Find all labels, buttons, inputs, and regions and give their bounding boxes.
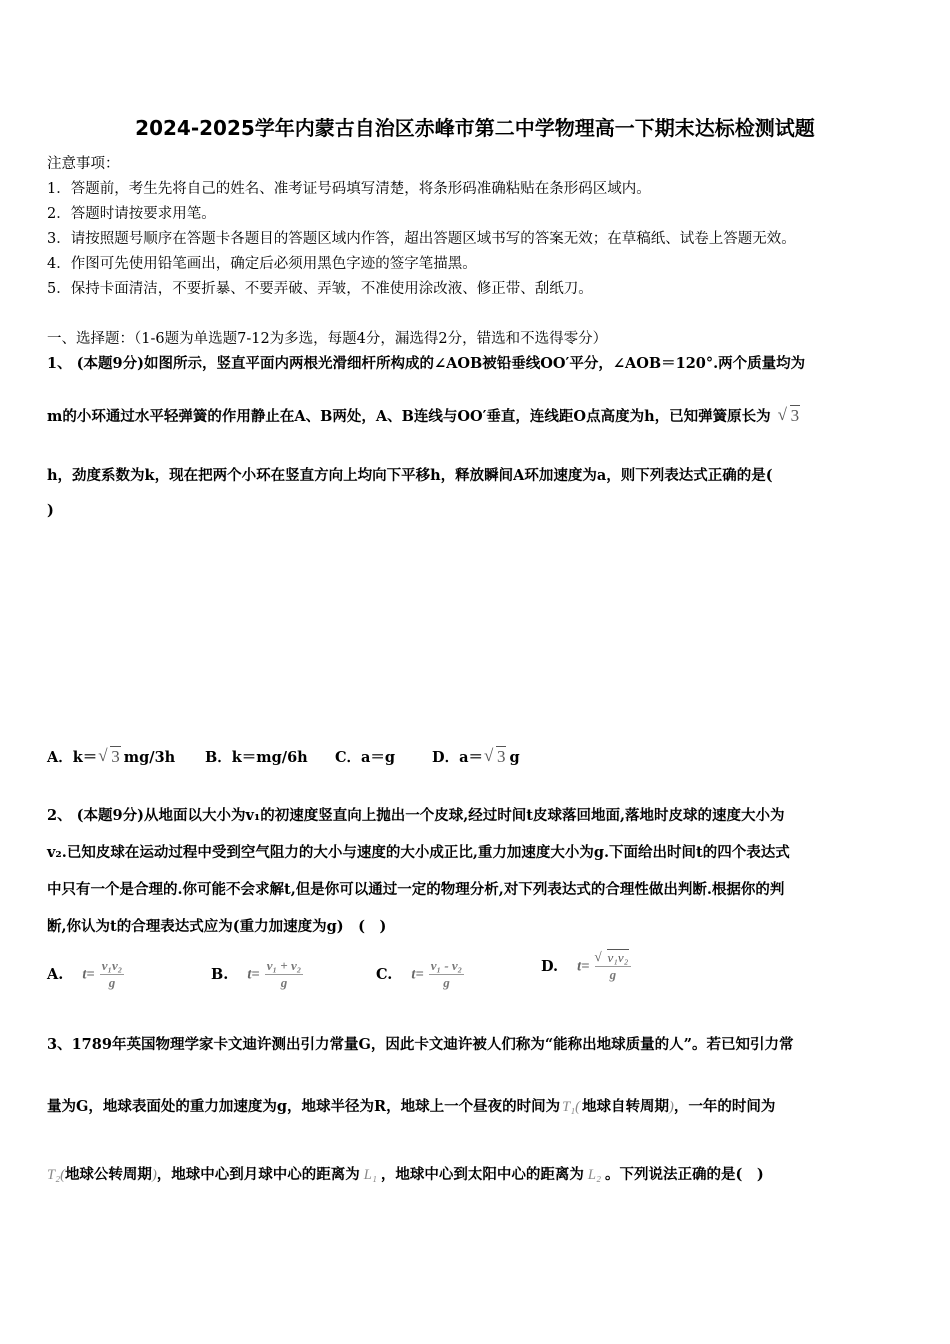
q2-option-a[interactable]: A. t= $\frac{\text{v₁v₂}}{g}$ [47, 958, 123, 990]
q1-option-c[interactable]: C．a＝g [335, 749, 396, 766]
q1-line-1: 1、 (本题9分)如图所示，竖直平面内两根光滑细杆所构成的∠AOB被铅垂线OO′平分，∠AOB＝120°.两个质量均为 [47, 355, 806, 372]
note-item-2: 2．答题时请按要求用笔。 [47, 206, 216, 222]
note-item-5: 5．保持卡面清洁，不要折暴、不要弄破、弄皱，不准使用涂改液、修正带、刮纸刀。 [47, 281, 593, 297]
notes-heading: 注意事项： [47, 156, 120, 172]
q1-option-d[interactable]: D．a＝√ 3 g [432, 746, 520, 767]
q2-option-b[interactable]: B. t= $\frac{\text{v₁ + v₂}}{g}$ [211, 958, 302, 990]
q1-option-a[interactable]: A．k＝√ 3 mg/3h [47, 746, 175, 767]
sqrt-symbol: √ v₁v₂ [597, 950, 630, 966]
q1-line-3: h，劲度系数为k，现在把两个小环在竖直方向上均向下平移h，释放瞬间A环加速度为a，则下列表达式正确的是( [47, 467, 773, 484]
q1-line-2-text: m的小环通过水平轻弹簧的作用静止在A、B两处，A、B连线与OO′垂直，连线距O点高度为h，已知弹簧原长为 [47, 408, 771, 425]
page-title: 2024-2025学年内蒙古自治区赤峰市第二中学物理高一下期末达标检测试题 [135, 116, 815, 140]
section-heading: 一、选择题：（1-6题为单选题7-12为多选，每题4分，漏选得2分，错选和不选得零分） [47, 331, 608, 347]
q2-option-c[interactable]: C. t= $\frac{\text{v₁ - v₂}}{g}$ [376, 958, 463, 990]
q3-line-3: T₂(地球公转周期)，地球中心到月球中心的距离为 L₁ ，地球中心到太阳中心的距离为 L₂ 。下列说法正确的是( ) [47, 1166, 764, 1183]
note-item-3: 3．请按照题号顺序在答题卡各题目的答题区域内作答，超出答题区域书写的答案无效；在草稿纸、试卷上答题无效。 [47, 231, 796, 247]
q2-line-1: 2、 (本题9分)从地面以大小为v₁的初速度竖直向上抛出一个皮球,经过时间t皮球落回地面,落地时皮球的速度大小为 [47, 807, 785, 824]
note-item-1: 1．答题前，考生先将自己的姓名、准考证号码填写清楚，将条形码准确粘贴在条形码区域内。 [47, 181, 651, 197]
q2-line-4: 断,你认为t的合理表达式应为(重力加速度为g) ( ) [47, 918, 387, 935]
q1-option-b[interactable]: B．k＝mg/6h [205, 749, 308, 766]
q3-line-2: 量为G，地球表面处的重力加速度为g，地球半径为R，地球上一个昼夜的时间为 T₁( 地球自转周期)，一年的时间为 [47, 1098, 776, 1115]
q1-line-4: ) [47, 502, 54, 519]
sqrt3-symbol: √ 3 [100, 747, 121, 767]
q1-line-2 [47, 405, 800, 426]
q3-line-1: 3、1789年英国物理学家卡文迪许测出引力常量G，因此卡文迪许被人们称为“能称出地球质量的人”。若已知引力常 [47, 1036, 794, 1053]
sqrt3-symbol: √ 3 [486, 747, 507, 767]
q2-option-d[interactable]: D. t= √ $\frac{\text{v₁v₂}}{g}$ [541, 950, 631, 983]
sqrt3-symbol: √ 3 [780, 406, 801, 426]
q2-line-3: 中只有一个是合理的.你可能不会求解t,但是你可以通过一定的物理分析,对下列表达式的合理性做出判断.根据你的判 [47, 881, 785, 898]
q2-line-2: v₂.已知皮球在运动过程中受到空气阻力的大小与速度的大小成正比,重力加速度大小为g.下面给出时间t的四个表达式 [47, 844, 790, 861]
note-item-4: 4．作图可先使用铅笔画出，确定后必须用黑色字迹的签字笔描黑。 [47, 256, 477, 272]
